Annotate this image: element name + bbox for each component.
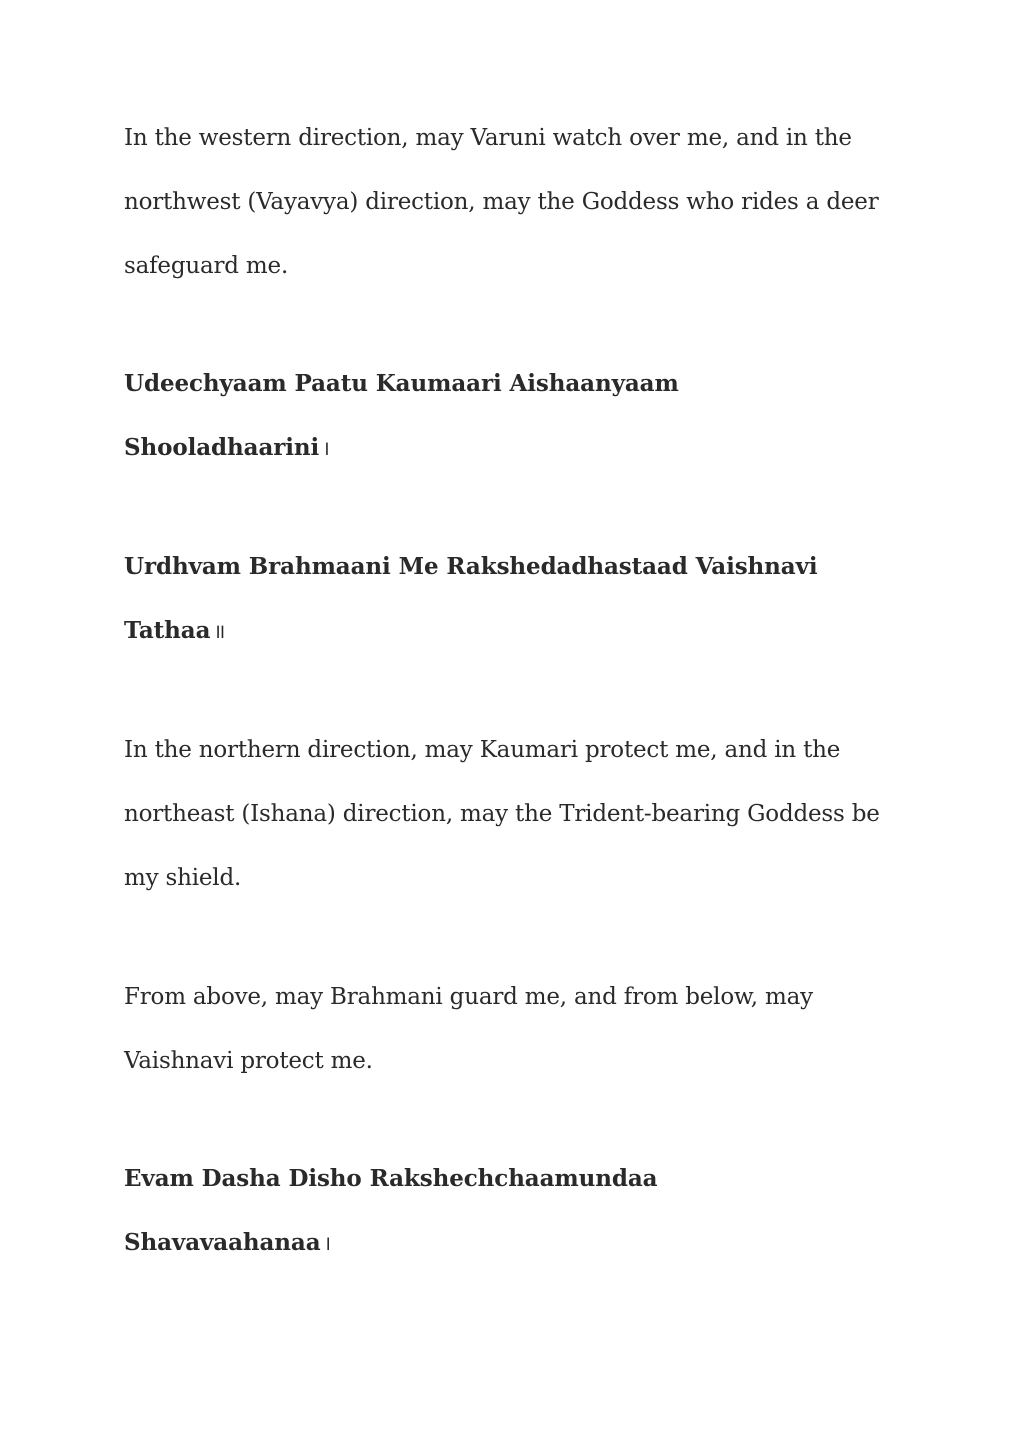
paragraph-line: northwest (Vayavya) direction, may the Goddess who rides a deer — [124, 189, 879, 215]
verse-line: Evam Dasha Disho Rakshechchaamundaa — [124, 1165, 658, 1192]
verse-line-text: Tathaa — [124, 617, 211, 644]
verse-evam — [124, 1147, 904, 1275]
verse-line-last — [124, 1211, 904, 1275]
verse-udeechyaam — [124, 352, 904, 480]
verse-line: Urdhvam Brahmaani Me Rakshedadhastaad Vaishnavi — [124, 553, 818, 580]
paragraph-line: my shield. — [124, 865, 242, 891]
paragraph-line: In the northern direction, may Kaumari protect me, and in the — [124, 737, 841, 763]
translation-paragraph-north-northeast — [124, 718, 904, 910]
translation-paragraph-west-northwest — [124, 106, 904, 298]
verse-line-text: Shavavaahanaa — [124, 1229, 321, 1256]
verse-line-last — [124, 416, 904, 480]
translation-paragraph-above-below — [124, 965, 904, 1093]
paragraph-line: northeast (Ishana) direction, may the Trident-bearing Goddess be — [124, 801, 880, 827]
danda-mark: । — [323, 1231, 332, 1255]
paragraph-line: From above, may Brahmani guard me, and from below, may — [124, 984, 813, 1010]
double-danda-mark: ॥ — [213, 619, 226, 643]
verse-line-last — [124, 599, 904, 663]
verse-line: Udeechyaam Paatu Kaumaari Aishaanyaam — [124, 370, 679, 397]
paragraph-line: safeguard me. — [124, 253, 289, 279]
verse-line-text: Shooladhaarini — [124, 434, 320, 461]
danda-mark: । — [322, 436, 330, 460]
paragraph-line: In the western direction, may Varuni watch over me, and in the — [124, 125, 852, 151]
paragraph-line: Vaishnavi protect me. — [124, 1048, 373, 1074]
verse-urdhvam — [124, 535, 904, 663]
